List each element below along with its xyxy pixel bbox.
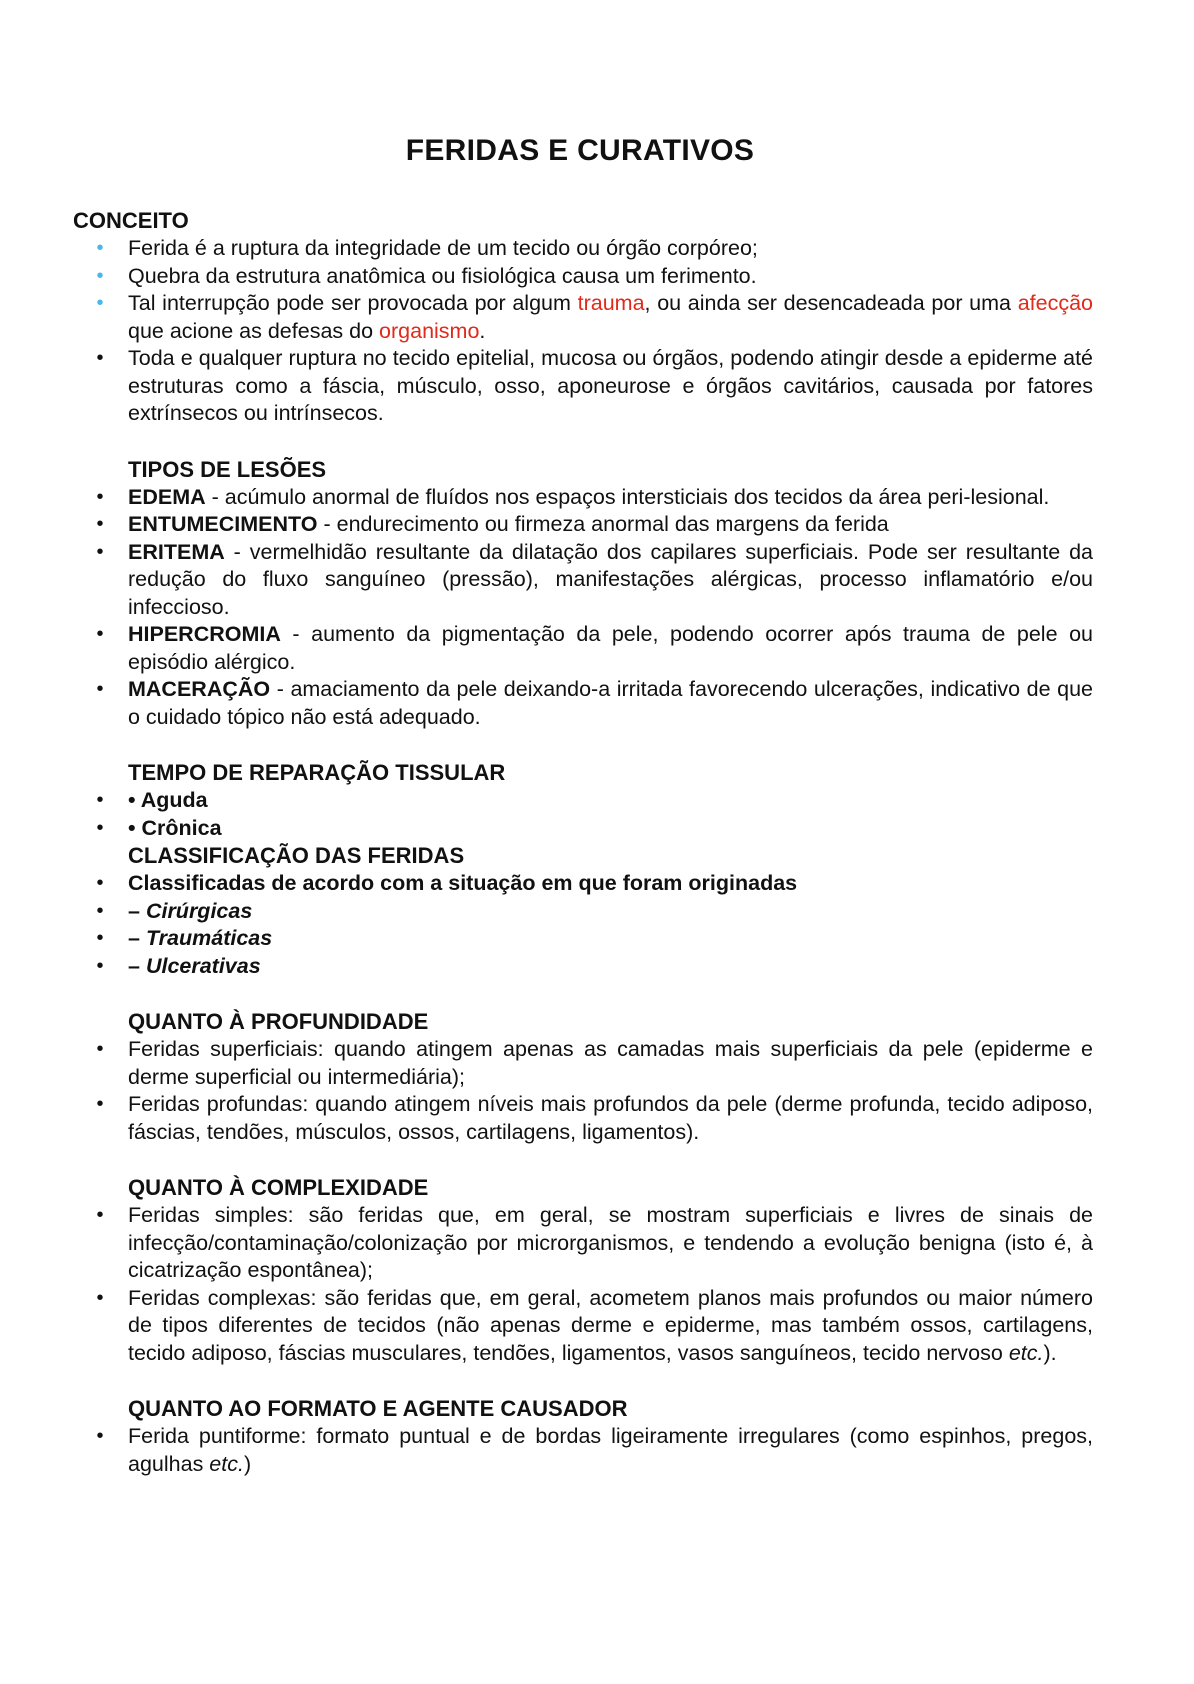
list-item: • ERITEMA - vermelhidão resultante da dilatação dos capilares superficiais. Pode ser resultante da redução do fluxo sanguíneo (pressão), manifestações alérgicas, processo inflamatório e/ou infeccioso. [73, 539, 1093, 622]
bullet-icon: • [96, 899, 104, 922]
bullet-icon: • [96, 1093, 104, 1115]
list-item: • Feridas profundas: quando atingem níveis mais profundos da pele (derme profunda, tecido adiposo, fáscias, tendões, músculos, ossos, cartilagens, ligamentos). [73, 1091, 1093, 1146]
term: ERITEMA [128, 539, 225, 564]
list-item: • Ferida é a ruptura da integridade de um tecido ou órgão corpóreo; [73, 235, 1093, 263]
list-item: • – Ulcerativas [73, 953, 1093, 981]
section-heading-complexidade: QUANTO À COMPLEXIDADE [128, 1175, 429, 1200]
bullet-icon: • [96, 1286, 104, 1309]
bullet-icon: • [96, 1038, 104, 1060]
conceito-list [73, 235, 1093, 428]
section-heading-formato: QUANTO AO FORMATO E AGENTE CAUSADOR [128, 1396, 628, 1421]
list-item: • Toda e qualquer ruptura no tecido epitelial, mucosa ou órgãos, podendo atingir desde a epiderme até estruturas como a fáscia, músculo, osso, aponeurose e órgãos cavitários, causada por fatores extrínsecos ou intrínsecos. [73, 345, 1093, 428]
page-title: FERIDAS E CURATIVOS [405, 134, 755, 167]
bullet-icon: • [96, 816, 104, 839]
tipos-list [73, 484, 1093, 732]
bullet-icon: • [96, 485, 104, 508]
document-body [73, 207, 1093, 1478]
term: EDEMA [128, 484, 206, 509]
highlight-organismo: organismo [379, 318, 480, 343]
classificacao-list [73, 870, 1093, 980]
list-item: • Feridas superficiais: quando atingem apenas as camadas mais superficiais da pele (epiderme e derme superficial ou intermediária); [73, 1036, 1093, 1091]
section-heading-tempo: TEMPO DE REPARAÇÃO TISSULAR [128, 760, 506, 785]
section-heading-tipos: TIPOS DE LESÕES [128, 456, 327, 482]
section-heading-profundidade: QUANTO À PROFUNDIDADE [128, 1009, 429, 1034]
list-item: • • Aguda [73, 787, 1093, 815]
list-item: • – Traumáticas [73, 925, 1093, 953]
bullet-icon: • [96, 1204, 104, 1226]
bullet-icon: • [96, 1425, 104, 1447]
highlight-afeccao: afecção [1017, 291, 1093, 315]
bullet-icon: • [96, 623, 104, 645]
formato-list [73, 1423, 1093, 1478]
bullet-icon: • [96, 789, 104, 811]
list-item: • HIPERCROMIA - aumento da pigmentação da pele, podendo ocorrer após trauma de pele ou episódio alérgico. [73, 621, 1093, 676]
list-item: • Feridas simples: são feridas que, em geral, se mostram superficiais e livres de sinais de infecção/contaminação/colonização por microrganismos, e tendendo a evolução benigna (isto é, à cicatrização espontânea); [73, 1202, 1093, 1285]
section-heading-classificacao: CLASSIFICAÇÃO DAS FERIDAS [128, 843, 465, 868]
list-item: • Classificadas de acordo com a situação em que foram originadas [73, 870, 1093, 898]
term: ENTUMECIMENTO [128, 512, 318, 536]
bullet-icon: • [96, 347, 104, 369]
term: HIPERCROMIA [128, 622, 281, 646]
list-item: • Quebra da estrutura anatômica ou fisiológica causa um ferimento. [73, 263, 1093, 291]
list-item: • Tal interrupção pode ser provocada por algum trauma, ou ainda ser desencadeada por uma afecção que acione as defesas do organismo. [73, 290, 1093, 345]
bullet-icon: • [96, 237, 104, 259]
list-item: • Feridas complexas: são feridas que, em geral, acometem planos mais profundos ou maior número de tipos diferentes de tecidos (não apenas derme e epiderme, mas também ossos, cartilagens, tecido adiposo, fáscias musculares, tendões, ligamentos, vasos sanguíneos, tecido nervoso etc.). [73, 1285, 1093, 1368]
bullet-icon: • [96, 264, 104, 287]
bullet-icon: • [96, 872, 104, 894]
list-item: • EDEMA - acúmulo anormal de fluídos nos espaços intersticiais dos tecidos da área peri-lesional. [73, 484, 1093, 512]
list-item: • Ferida puntiforme: formato puntual e de bordas ligeiramente irregulares (como espinhos, pregos, agulhas etc.) [73, 1423, 1093, 1478]
section-heading-conceito: CONCEITO [73, 208, 189, 233]
list-item: • • Crônica [73, 815, 1093, 843]
term: MACERAÇÃO [128, 677, 271, 701]
highlight-trauma: trauma [577, 291, 645, 315]
bullet-icon: • [96, 513, 104, 535]
bullet-icon: • [96, 954, 104, 977]
complexidade-list [73, 1202, 1093, 1367]
list-item: • MACERAÇÃO - amaciamento da pele deixando-a irritada favorecendo ulcerações, indicativo de que o cuidado tópico não está adequado. [73, 676, 1093, 731]
tempo-list [73, 787, 1093, 842]
list-item: • – Cirúrgicas [73, 898, 1093, 926]
bullet-icon: • [96, 678, 104, 700]
bullet-icon: • [96, 292, 104, 314]
list-item: • ENTUMECIMENTO - endurecimento ou firmeza anormal das margens da ferida [73, 511, 1093, 539]
bullet-icon: • [96, 540, 104, 563]
bullet-icon: • [96, 927, 104, 949]
profundidade-list [73, 1036, 1093, 1146]
